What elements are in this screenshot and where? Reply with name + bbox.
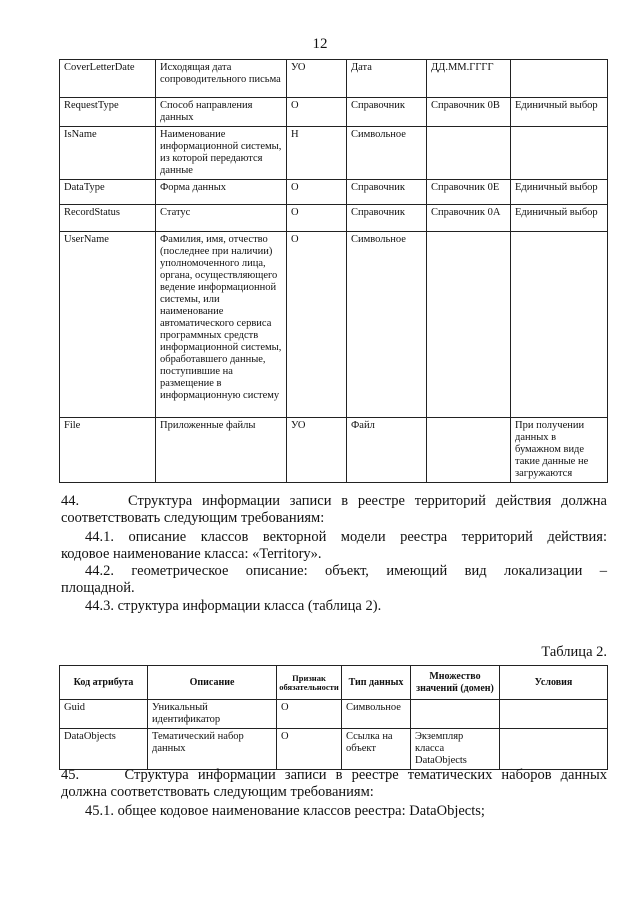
cell-sign: УО — [287, 60, 347, 98]
cell-cond: Единичный выбор — [511, 180, 608, 205]
cell-desc: Приложенные файлы — [156, 418, 287, 483]
cell-desc: Фамилия, имя, отчество (последнее при наличии) уполномоченного лица, органа, осуществляющего ведение информационной системы, или наименование автоматического сервиса программных средств информационной системы, обработавшего данные, поступившие на размещение в информационную систему — [156, 232, 287, 418]
paragraph-44-1-line-2: кодовое наименование класса: «Territory». — [61, 546, 322, 562]
cell-type: Ссылка на объект — [342, 729, 411, 770]
paragraph-44-1 — [61, 529, 607, 563]
cell-desc: Тематический набор данных — [148, 729, 277, 770]
cell-code: RecordStatus — [60, 205, 156, 232]
territory-attributes-table — [59, 665, 608, 770]
cell-sign: О — [277, 729, 342, 770]
cell-type: Справочник — [347, 98, 427, 127]
cell-set — [427, 232, 511, 418]
table-row — [60, 205, 608, 232]
cell-desc: Способ направления данных — [156, 98, 287, 127]
cell-type: Справочник — [347, 205, 427, 232]
cell-desc: Исходящая дата сопроводительного письма — [156, 60, 287, 98]
cell-desc: Уникальный идентификатор — [148, 700, 277, 729]
table-row — [60, 418, 608, 483]
header-type: Тип данных — [342, 666, 411, 700]
paragraph-45 — [61, 767, 607, 801]
cell-type: Файл — [347, 418, 427, 483]
cell-set: ДД.ММ.ГГГГ — [427, 60, 511, 98]
cell-set — [427, 127, 511, 180]
cell-type: Символьное — [342, 700, 411, 729]
cell-desc: Форма данных — [156, 180, 287, 205]
cell-type: Символьное — [347, 127, 427, 180]
attributes-table-continued — [59, 59, 608, 483]
table-row — [60, 700, 608, 729]
paragraph-44-line-1: 44. Структура информации записи в реестре территорий действия должна — [61, 493, 607, 509]
paragraph-45-line-1: 45. Структура информации записи в реестре тематических наборов данных — [61, 767, 607, 783]
table-row — [60, 729, 608, 770]
cell-cond — [511, 127, 608, 180]
paragraph-44-2-line-1: 44.2. геометрическое описание: объект, имеющий вид локализации – — [85, 563, 607, 579]
paragraph-45-1 — [61, 803, 607, 820]
cell-set: Экземпляр класса DataObjects — [411, 729, 500, 770]
cell-type: Справочник — [347, 180, 427, 205]
cell-set: Справочник 0В — [427, 98, 511, 127]
cell-type: Дата — [347, 60, 427, 98]
cell-cond: Единичный выбор — [511, 98, 608, 127]
table-row — [60, 180, 608, 205]
paragraph-44-3 — [61, 598, 607, 615]
cell-set — [427, 418, 511, 483]
table-row — [60, 60, 608, 98]
cell-cond — [511, 60, 608, 98]
table-row — [60, 232, 608, 418]
table-2-caption: Таблица 2. — [541, 644, 607, 660]
header-sign: Признак обязательности — [277, 666, 342, 700]
cell-code: RequestType — [60, 98, 156, 127]
cell-desc: Наименование информационной системы, из которой передаются данные — [156, 127, 287, 180]
paragraph-44 — [61, 493, 607, 527]
header-desc: Описание — [148, 666, 277, 700]
cell-code: Guid — [60, 700, 148, 729]
cell-cond: При получении данных в бумажном виде такие данные не загружаются — [511, 418, 608, 483]
cell-code: CoverLetterDate — [60, 60, 156, 98]
cell-cond: Единичный выбор — [511, 205, 608, 232]
cell-cond — [500, 700, 608, 729]
cell-code: File — [60, 418, 156, 483]
cell-sign: О — [287, 205, 347, 232]
cell-code: DataType — [60, 180, 156, 205]
paragraph-44-1-line-1: 44.1. описание классов векторной модели реестра территорий действия: — [85, 529, 607, 545]
cell-type: Символьное — [347, 232, 427, 418]
cell-sign: Н — [287, 127, 347, 180]
header-set: Множество значений (домен) — [411, 666, 500, 700]
header-code: Код атрибута — [60, 666, 148, 700]
paragraph-45-line-2: должна соответствовать следующим требованиям: — [61, 784, 374, 800]
cell-sign: УО — [287, 418, 347, 483]
paragraph-44-line-2: соответствовать следующим требованиям: — [61, 510, 325, 526]
table-header-row — [60, 666, 608, 700]
table-row — [60, 98, 608, 127]
cell-cond — [500, 729, 608, 770]
cell-code: DataObjects — [60, 729, 148, 770]
cell-cond — [511, 232, 608, 418]
cell-sign: О — [277, 700, 342, 729]
cell-code: UserName — [60, 232, 156, 418]
paragraph-44-2 — [61, 563, 607, 597]
cell-desc: Статус — [156, 205, 287, 232]
cell-set — [411, 700, 500, 729]
cell-sign: О — [287, 180, 347, 205]
cell-sign: О — [287, 98, 347, 127]
paragraph-44-3-line-1: 44.3. структура информации класса (таблица 2). — [85, 598, 382, 614]
cell-code: IsName — [60, 127, 156, 180]
cell-sign: О — [287, 232, 347, 418]
table-row — [60, 127, 608, 180]
cell-set: Справочник 0А — [427, 205, 511, 232]
paragraph-44-2-line-2: площадной. — [61, 580, 135, 596]
paragraph-45-1-line-1: 45.1. общее кодовое наименование классов реестра: DataObjects; — [85, 803, 485, 819]
cell-set: Справочник 0Е — [427, 180, 511, 205]
header-cond: Условия — [500, 666, 608, 700]
page-number: 12 — [312, 36, 328, 52]
